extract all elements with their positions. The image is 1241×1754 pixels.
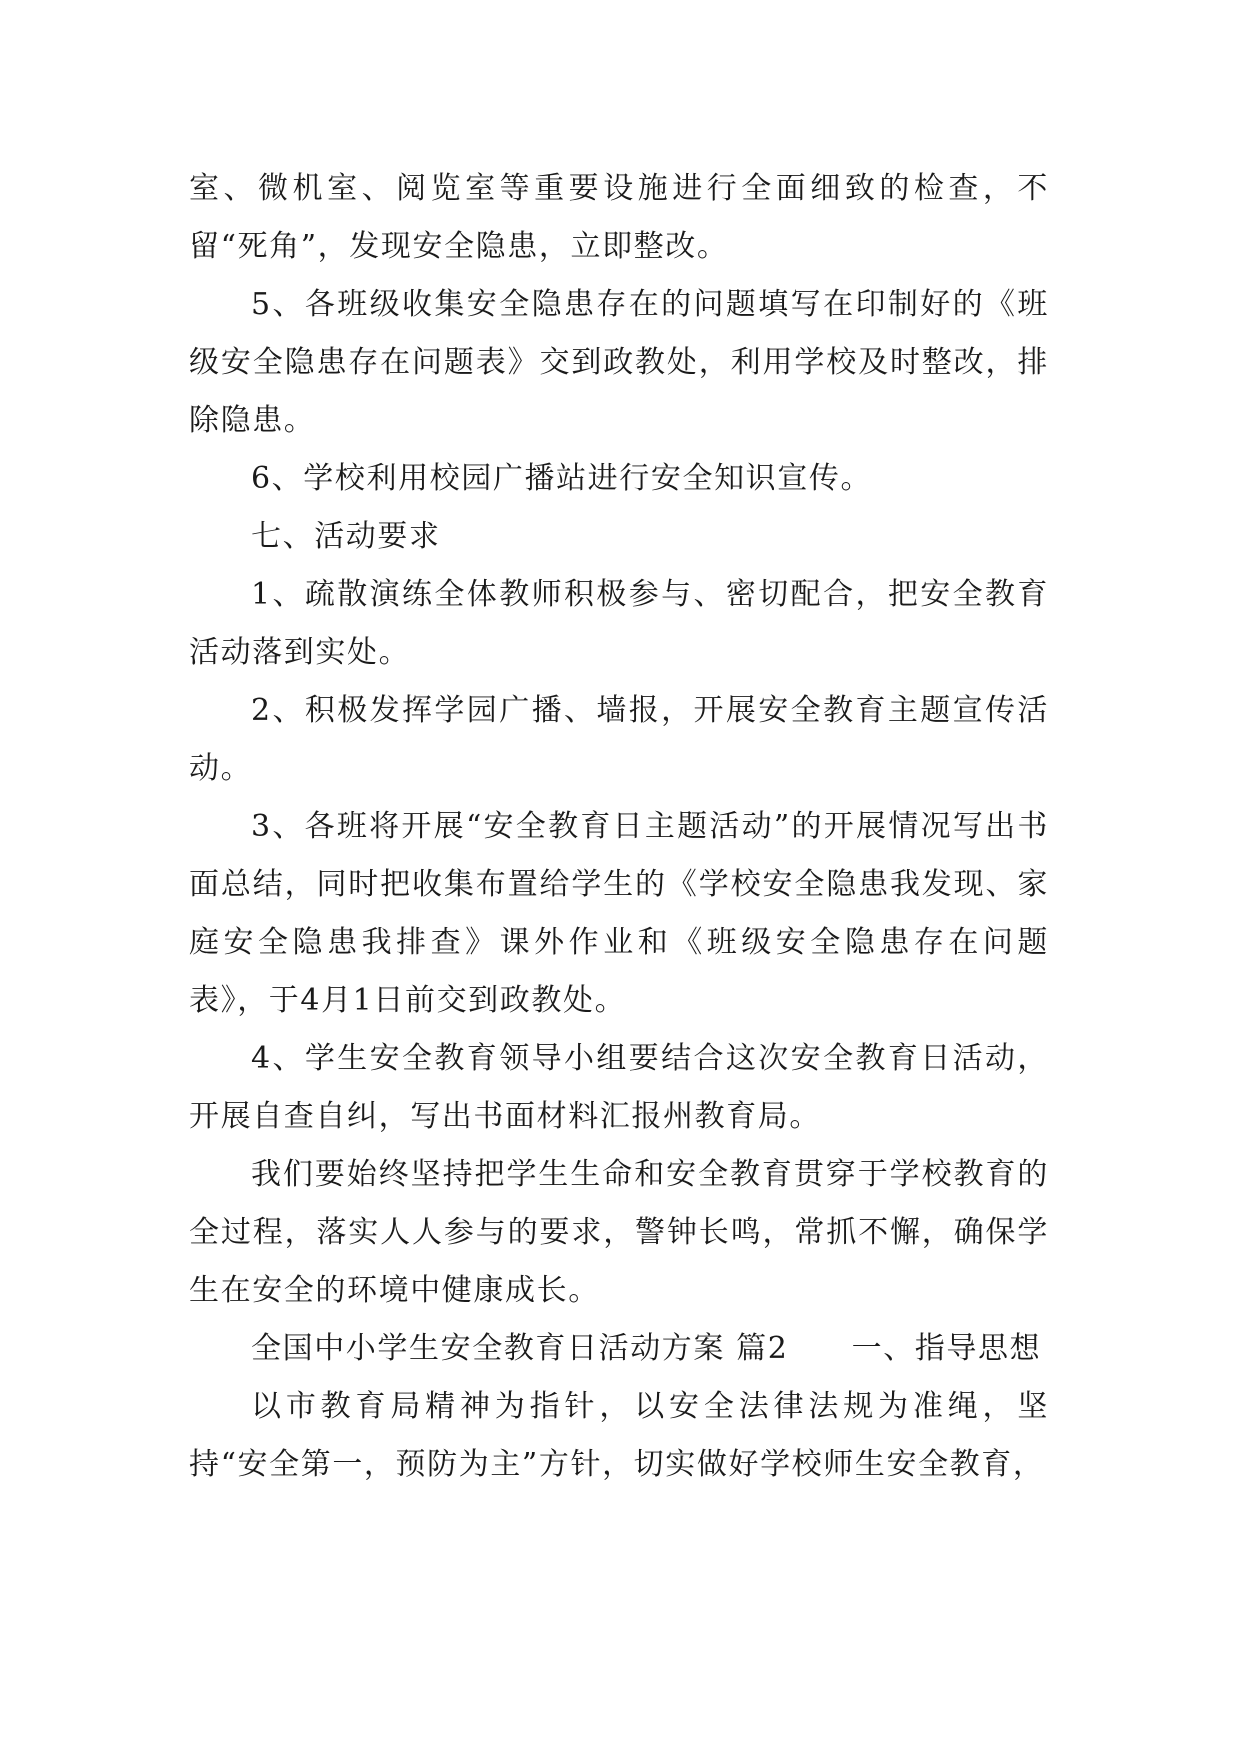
- paragraph-guiding-principle: 以市教育局精神为指针，以安全法律法规为准绳，坚持“安全第一，预防为主”方针，切实做好学校师生安全教育，: [189, 1389, 1049, 1482]
- paragraph-plan-2-heading: 全国中小学生安全教育日活动方案 篇2 一、指导思想: [251, 1331, 1042, 1366]
- paragraph-requirement-1: 1、疏散演练全体教师积极参与、密切配合，把安全教育活动落到实处。: [189, 577, 1049, 670]
- section-heading-requirements: 七、活动要求: [251, 519, 441, 554]
- paragraph-requirement-3: 3、各班将开展“安全教育日主题活动”的开展情况写出书面总结，同时把收集布置给学生的《学校安全隐患我发现、家庭安全隐患我排查》课外作业和《班级安全隐患存在问题表》，于4月1日前交到政教处。: [189, 809, 1049, 1018]
- paragraph-requirement-2: 2、积极发挥学园广播、墙报，开展安全教育主题宣传活动。: [189, 693, 1049, 786]
- paragraph-item-5: 5、各班级收集安全隐患存在的问题填写在印制好的《班级安全隐患存在问题表》交到政教处，利用学校及时整改，排除隐患。: [189, 287, 1049, 438]
- paragraph-conclusion: 我们要始终坚持把学生生命和安全教育贯穿于学校教育的全过程，落实人人参与的要求，警钟长鸣，常抓不懈，确保学生在安全的环境中健康成长。: [189, 1157, 1049, 1308]
- paragraph-requirement-4: 4、学生安全教育领导小组要结合这次安全教育日活动，开展自查自纠，写出书面材料汇报州教育局。: [189, 1041, 1049, 1134]
- paragraph-inspection: 室、微机室、阅览室等重要设施进行全面细致的检查，不留“死角”，发现安全隐患，立即整改。: [189, 171, 1049, 264]
- paragraph-item-6: 6、学校利用校园广播站进行安全知识宣传。: [251, 461, 873, 496]
- document-page: [189, 160, 1049, 1494]
